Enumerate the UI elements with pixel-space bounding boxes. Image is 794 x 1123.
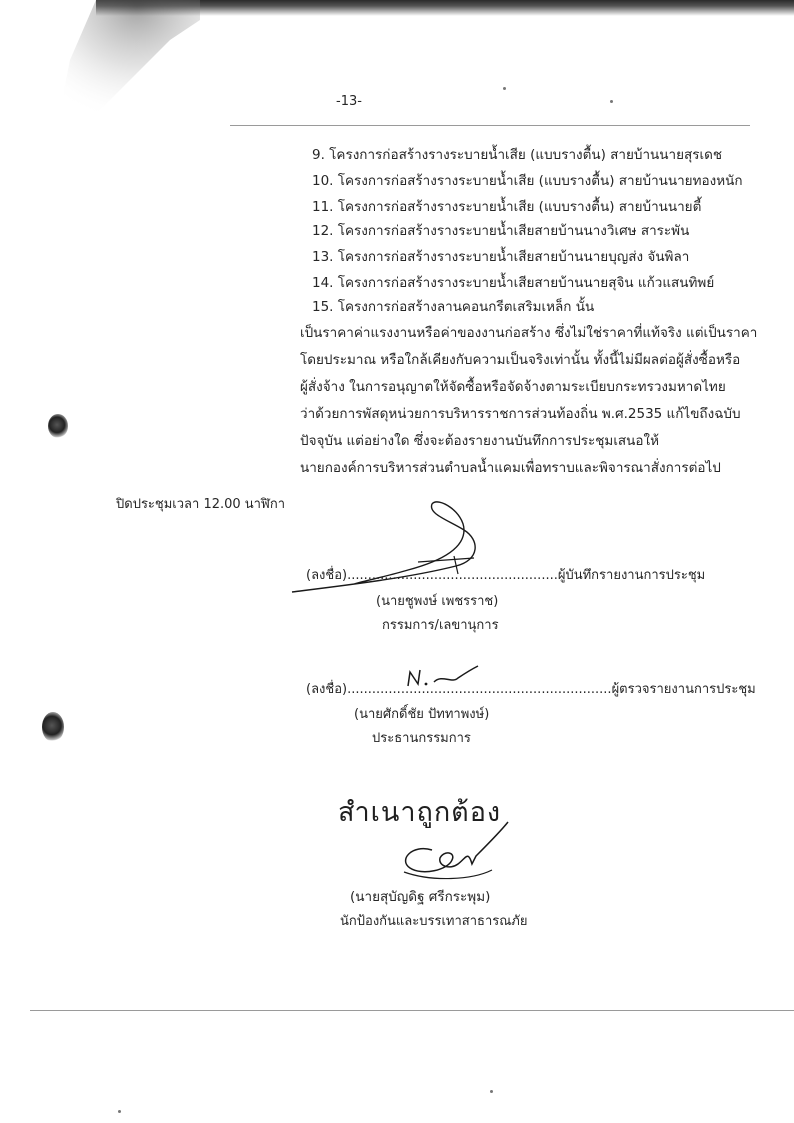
sign-dots: ................................................... [347,568,558,583]
scan-shadow-corner [0,0,200,140]
reviewer-sign-line [306,682,756,698]
certified-copy-stamp: สำเนาถูกต้อง [338,797,502,828]
paragraph-line: ว่าด้วยการพัสดุหน่วยการบริหารราชการส่วนท้องถิ่น พ.ศ.2535 แก้ไขถึงฉบับ [300,406,741,422]
page-number: -13- [336,94,362,109]
project-item-11: 11. โครงการก่อสร้างรางระบายน้ำเสีย (แบบรางตื้น) สายบ้านนายตี้ [312,199,702,215]
paragraph-line: โดยประมาณ หรือใกล้เคียงกับความเป็นจริงเท่านั้น ทั้งนี้ไม่มีผลต่อผู้สั่งซื้อหรือ [300,352,741,368]
recorder-position: กรรมการ/เลขานุการ [382,618,499,633]
reviewer-name: (นายศักดิ์ชัย ปัททาพงษ์) [354,707,490,722]
sign-prefix: (ลงชื่อ) [306,682,348,697]
punch-hole-bottom [42,712,64,742]
punch-hole-top [48,414,68,438]
sign-dots: ................................................................ [347,682,612,697]
paragraph-line: นายกองค์การบริหารส่วนตำบลน้ำแคมเพื่อทราบและพิจารณาสั่งการต่อไป [300,460,721,476]
speck [503,87,506,90]
project-item-14: 14. โครงการก่อสร้างรางระบายน้ำเสียสายบ้านนายสุจิน แก้วแสนทิพย์ [312,275,715,291]
paragraph-line: ผู้สั่งจ้าง ในการอนุญาตให้จัดซื้อหรือจัดจ้างตามระเบียบกระทรวงมหาดไทย [300,379,726,395]
project-item-12: 12. โครงการก่อสร้างรางระบายน้ำเสียสายบ้านนางวิเศษ สาระพัน [312,223,690,239]
project-item-9: 9. โครงการก่อสร้างรางระบายน้ำเสีย (แบบรางตื้น) สายบ้านนายสุรเดช [312,147,723,163]
speck [490,1090,493,1093]
reviewer-role: ผู้ตรวจรายงานการประชุม [611,682,756,697]
speck [118,1110,121,1113]
certifier-position: นักป้องกันและบรรเทาสาธารณภัย [340,914,528,929]
recorder-name: (นายชูพงษ์ เพชรราช) [376,594,499,609]
speck [610,100,613,103]
reviewer-position: ประธานกรรมการ [372,731,471,746]
certifier-name: (นายสุบัญดิฐ ศรีกระพุม) [350,889,491,905]
project-item-10: 10. โครงการก่อสร้างรางระบายน้ำเสีย (แบบรางตื้น) สายบ้านนายทองหนัก [312,173,743,189]
project-item-15: 15. โครงการก่อสร้างลานคอนกรีตเสริมเหล็ก นั้น [312,299,595,315]
recorder-role: ผู้บันทึกรายงานการประชุม [557,568,706,583]
certifier-signature [392,820,512,890]
footer-rule [30,1010,794,1011]
recorder-signature [288,500,498,600]
meeting-closing-time: ปิดประชุมเวลา 12.00 นาฬิกา [116,497,286,512]
paragraph-line: เป็นราคาค่าแรงงานหรือค่าของงานก่อสร้าง ซึ่งไม่ใช่ราคาที่แท้จริง แต่เป็นราคา [300,325,758,341]
scan-shadow-top [96,0,794,16]
recorder-sign-line [306,568,705,584]
sign-prefix: (ลงชื่อ) [306,568,348,583]
paragraph-line: ปัจจุบัน แต่อย่างใด ซึ่งจะต้องรายงานบันทึกการประชุมเสนอให้ [300,433,660,449]
project-item-13: 13. โครงการก่อสร้างรางระบายน้ำเสียสายบ้านนายบุญส่ง จันพิลา [312,249,690,265]
header-rule [230,125,750,126]
